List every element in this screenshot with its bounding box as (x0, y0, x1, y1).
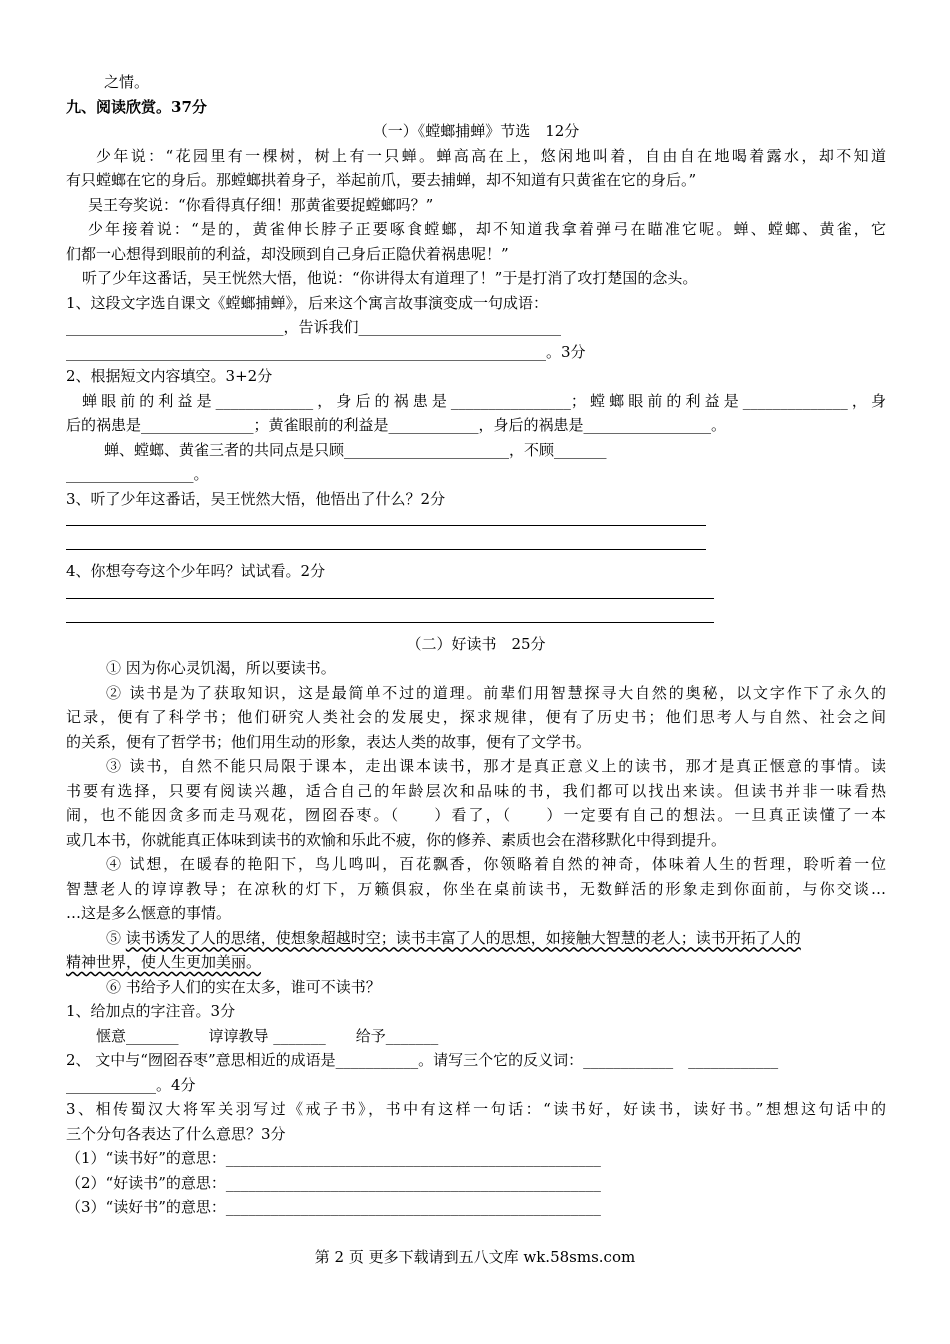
question-1: 1、这段文字选自课文《螳螂捕蝉》，后来这个寓言故事演变成一句成语： (66, 293, 549, 312)
fill-blank-line: 蝉眼前的利益是_____________，身后的祸患是________________；螳螂眼前的利益是______________，身 (82, 391, 886, 410)
passage-line: 少年说：“花园里有一棵树，树上有一只蝉。蝉高高在上，悠闲地叫着，自由自在地喝着露水，却不知道 (96, 146, 886, 165)
passage-line: ② 读书是为了获取知识，这是最简单不过的道理。前辈们用智慧探寻大自然的奥秘，以文字作下了永久的 (106, 683, 886, 702)
passage-line: 有只螳螂在它的身后。那螳螂拱着身子，举起前爪，要去捕蝉，却不知道有只黄雀在它的身后。” (66, 171, 697, 189)
text-line: 之情。 (104, 73, 150, 91)
passage-line: 智慧老人的谆谆教导；在凉秋的灯下，万籁俱寂，你坐在桌前读书，无数鲜活的形象走到你面前，与你交谈… (66, 879, 886, 898)
section-heading: 九、阅读欣赏。37分 (66, 97, 207, 116)
wavy-underlined-text: 读书诱发了人的思绪，使想象超越时空；读书丰富了人的思想，如接触大智慧的老人；读书开拓了人的 (125, 928, 801, 947)
passage-line: 闹，也不能因贪多而走马观花，囫囵吞枣。（ ）看了，（ ）一定要有自己的想法。一旦真正读懂了一本 (66, 806, 886, 824)
question-2: 2、 文中与“囫囵吞枣”意思相近的成语是___________。请写三个它的反义词：____________ ____________ (66, 1051, 779, 1069)
document-page (66, 70, 886, 1220)
passage-line: ⑥ 书给予人们的实在太多，谁可不读书？ (106, 977, 381, 996)
answer-line: （1）“读书好”的意思：__________________________________________________ (66, 1149, 601, 1167)
fill-blank-line: _________________。 (66, 465, 209, 483)
passage-line: 们都一心想得到眼前的利益，却没顾到自己身后正隐伏着祸患呢！” (66, 244, 509, 263)
answer-line: （2）“好读书”的意思：__________________________________________________ (66, 1173, 601, 1192)
passage-line: 少年接着说：“是的，黄雀伸长脖子正要啄食螳螂，却不知道我拿着弹弓在瞄准它呢。蝉、螳螂、黄雀，它 (88, 220, 886, 238)
fill-blank-line: 蝉、螳螂、黄雀三者的共同点是只顾______________________，不顾_______ (104, 440, 607, 459)
question-4: 4、你想夸夸这个少年吗？试试看。2分 (66, 562, 326, 580)
question-2: 2、根据短文内容填空。3+2分 (66, 367, 273, 385)
answer-rule (66, 608, 714, 623)
passage-line (66, 950, 886, 975)
answer-blank-line: _____________________________，告诉我们___________________________ (66, 318, 562, 336)
fill-blank-line: ____________。4分 (66, 1075, 196, 1094)
wavy-underlined-text: 精神世界，使人生更加美丽。 (66, 953, 262, 971)
passage-line: ① 因为你心灵饥渴，所以要读书。 (106, 659, 336, 677)
passage-line: 或几本书，你就能真正体味到读书的欢愉和乐此不疲，你的修养、素质也会在潜移默化中得到提升。 (66, 830, 727, 849)
passage-line (66, 926, 886, 951)
passage-line: …这是多么惬意的事情。 (66, 904, 232, 922)
passage-line: 记录，便有了科学书；他们研究人类社会的发展史，探求规律，便有了历史书；他们思考人与自然、社会之间 (66, 708, 886, 726)
question-3: 3、相传蜀汉大将军关羽写过《戒子书》，书中有这样一句话：“读书好，好读书，读好书。”想想这句话中的 (66, 1100, 886, 1118)
fill-blank-line: 后的祸患是_______________；黄雀眼前的利益是____________，身后的祸患是_________________。 (66, 416, 727, 434)
passage-line: ④ 试想，在暖春的艳阳下，鸟儿鸣叫，百花飘香，你领略着自然的神奇，体味着人生的哲理，聆听着一位 (106, 855, 886, 873)
passage-line: ③ 读书，自然不能只局限于课本，走出课本读书，那才是真正意义上的读书，那才是真正惬意的事情。读 (106, 757, 886, 775)
paragraph-number: ⑤ (106, 928, 126, 947)
passage-line: 听了少年这番话，吴王恍然大悟，他说：“你讲得太有道理了！”于是打消了攻打楚国的念头。 (82, 269, 698, 287)
passage-line: 书要有选择，只要有阅读兴趣，适合自己的年龄层次和品味的书，我们都可以找出来读。但读书并非一味看热 (66, 781, 886, 800)
passage-title: （一）《螳螂捕蝉》节选 12分 (372, 122, 580, 140)
answer-rule (66, 511, 706, 526)
answer-blank-line: ________________________________________________________________。3分 (66, 342, 586, 361)
question-1: 1、给加点的字注音。3分 (66, 1002, 236, 1020)
page-footer: 第 2 页 更多下载请到五八文库 wk.58sms.com (314, 1248, 636, 1266)
passage-line: 的关系，便有了哲学书；他们用生动的形象，表达人类的故事，便有了文学书。 (66, 732, 592, 751)
answer-line: （3）“读好书”的意思：__________________________________________________ (66, 1198, 601, 1216)
passage-title: （二）好读书 25分 (406, 634, 546, 653)
passage-line: 吴王夸奖说：“你看得真仔细！那黄雀要捉螳螂吗？” (88, 195, 434, 214)
question-3-cont: 三个分句各表达了什么意思？3分 (66, 1124, 286, 1143)
fill-blank-line: 惬意_______ 谆谆教导 _______ 给予_______ (96, 1026, 439, 1045)
answer-rule (66, 584, 714, 599)
question-3: 3、听了少年这番话，吴王恍然大悟，他悟出了什么？2分 (66, 489, 446, 508)
answer-rule (66, 535, 706, 550)
